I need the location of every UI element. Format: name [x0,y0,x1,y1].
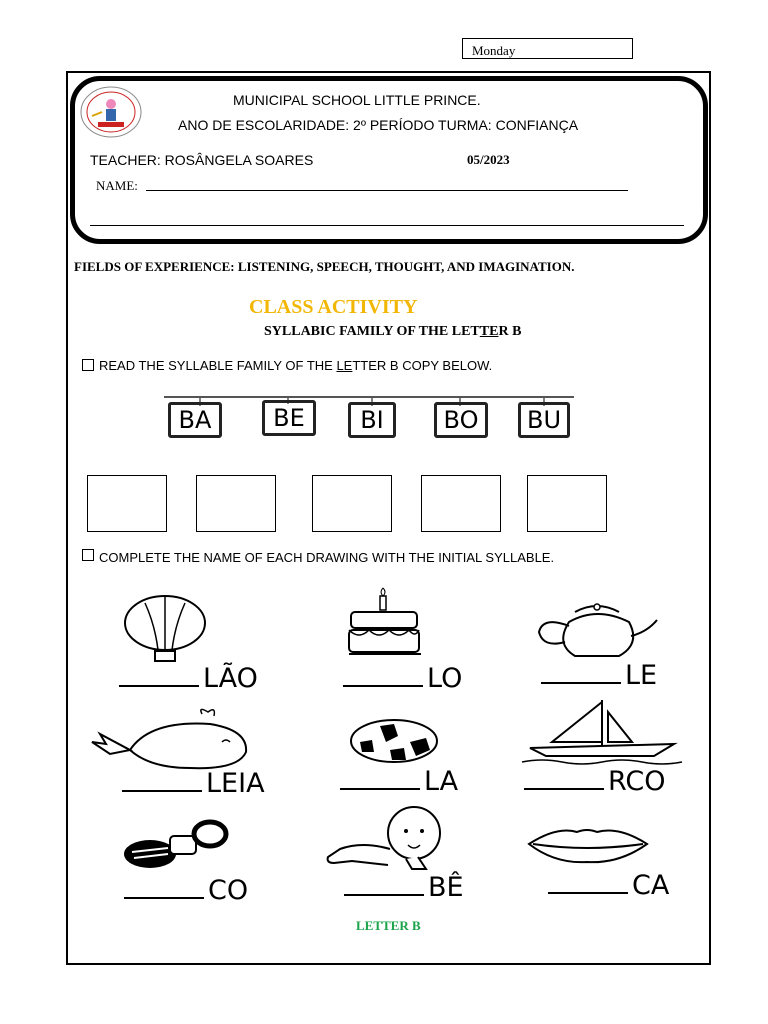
name-line-2[interactable] [90,225,684,226]
teacher-name: TEACHER: ROSÂNGELA SOARES [90,152,314,168]
syllable-card-ba: BA [168,402,222,438]
instruction-read: READ THE SYLLABLE FAMILY OF THE LETTER B COPY BELOW. [99,358,493,373]
soccer-ball-icon [348,718,440,764]
pacifier-icon [120,818,230,870]
copy-box-3[interactable] [312,475,392,532]
copy-box-2[interactable] [196,475,276,532]
checkbox-icon [82,359,94,371]
baby-icon [322,805,456,871]
cake-icon [345,588,425,660]
syllable-card-bo: BO [434,402,488,438]
copy-box-4[interactable] [421,475,501,532]
word-baby: BÊ [344,874,464,901]
word-whale: LEIA [122,770,265,797]
word-pacifier: CO [124,877,248,904]
class-info: ANO DE ESCOLARIDADE: 2º PERÍODO TURMA: CONFIANÇA [178,117,579,133]
syllable-card-be: BE [262,400,316,436]
word-teapot: LE [541,662,657,689]
school-logo [80,86,142,138]
day-field: Monday [462,38,633,59]
word-cake: LO [343,665,462,692]
word-lips: CA [548,872,669,899]
balloon-icon [120,595,210,665]
activity-subtitle: SYLLABIC FAMILY OF THE LETTER B [264,324,522,339]
whale-icon [90,708,252,772]
lips-icon [527,824,649,864]
school-name: MUNICIPAL SCHOOL LITTLE PRINCE. [233,92,481,108]
word-boat: RCO [524,768,666,795]
copy-box-5[interactable] [527,475,607,532]
syllable-card-bi: BI [348,402,396,438]
activity-title: CLASS ACTIVITY [249,296,418,318]
sailboat-icon [522,696,682,768]
date: 05/2023 [467,152,510,167]
footer-title: LETTER B [356,918,421,933]
checkbox-icon [82,549,94,561]
word-ball: LA [340,768,458,795]
copy-box-1[interactable] [87,475,167,532]
fields-of-experience: FIELDS OF EXPERIENCE: LISTENING, SPEECH, THOUGHT, AND IMAGINATION. [74,259,575,274]
instruction-complete: COMPLETE THE NAME OF EACH DRAWING WITH THE INITIAL SYLLABLE. [99,550,555,565]
name-line[interactable] [146,190,628,191]
teapot-icon [535,602,663,660]
syllable-card-bu: BU [518,402,570,438]
name-label: NAME: [96,178,138,193]
word-balloon: LÃO [119,665,258,692]
